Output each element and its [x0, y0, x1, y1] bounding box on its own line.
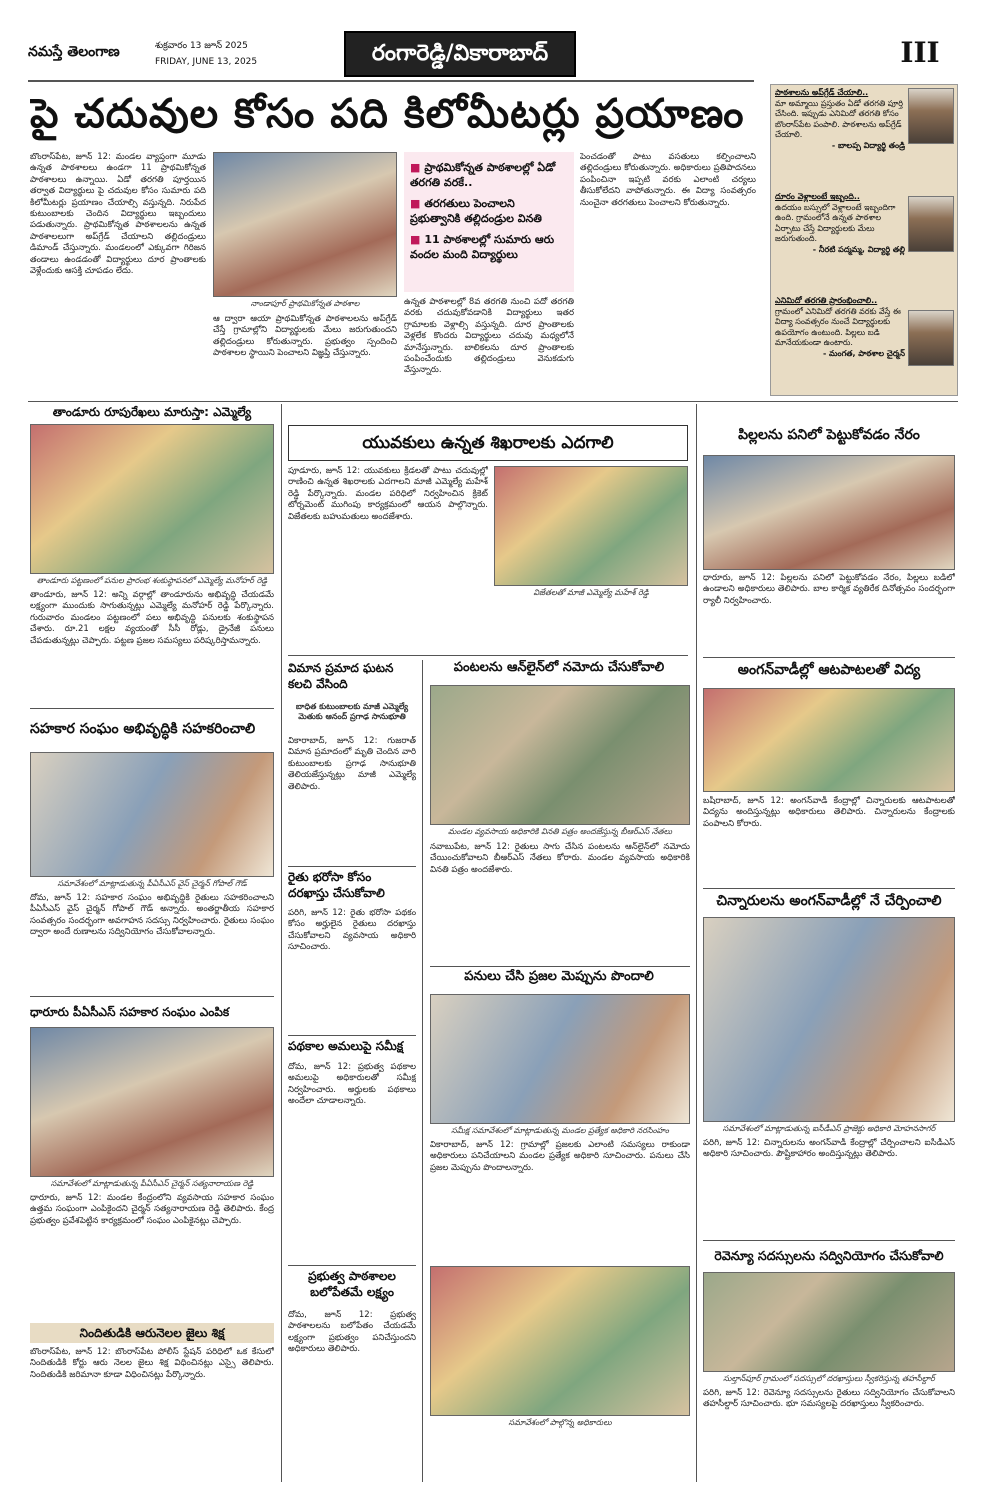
story-body: దోమ, జూన్ 12: ప్రభుత్వ పథకాల అమలుపై అధికారులతో సమీక్ష నిర్వహించారు. అర్హులకు పథకాలు అందేలా చూడాలన్నారు.: [288, 1062, 416, 1107]
story-body: ధారూరు, జూన్ 12: పిల్లలను పనిలో పెట్టుకోవడం నేరం, పిల్లలు బడిలో ఉండాలని అధికారులు తెలిపారు. బాల కార్మిక వ్యతిరేక దినోత్సవం సందర్భంగా ర్యాలీ నిర్వహించారు.: [703, 573, 955, 606]
story-caption: సుల్తాన్‌పూర్ గ్రామంలో సదస్సులో దరఖాస్తులు స్వీకరిస్తున్న తహసీల్దార్: [723, 1374, 935, 1383]
quote-2: దూరం వెళ్లాలంటే ఇబ్బంది.. ఉదయం బస్సులో వెళ్లాలంటే ఇబ్బందిగా ఉంది. గ్రామంలోనే ఉన్నత పాఠశాల ఏర్పాటు చేస్తే విద్యార్థులకు మేలు జరుగుతుంది. - నీరటి పద్మమ్మ, విద్యార్థి తల్లి: [775, 192, 905, 254]
quote-2-photo: [908, 196, 954, 252]
highlight-item: ■ తరగతులు పెంచాలని ప్రభుత్వానికి తల్లిదండ్రుల వినతి: [410, 197, 542, 225]
story-headline: పిల్లలను పనిలో పెట్టుకోవడం నేరం: [738, 427, 920, 443]
divider: [703, 888, 955, 889]
story-body: వికారాబాద్, జూన్ 12: గుజరాత్ విమాన ప్రమాదంలో మృతి చెందిన వారి కుటుంబాలకు ప్రగాఢ సానుభూతి తెలియజేస్తున్నట్లు మాజీ ఎమ్మెల్యే తెలిపారు.: [288, 736, 416, 792]
lead-highlights-box: [404, 152, 574, 292]
quote-1-photo: [908, 88, 954, 144]
story-subhead: బాధిత కుటుంబాలకు మాజీ ఎమ్మెల్యే మెతుకు ఆనంద్ ప్రగాఢ సానుభూతి: [295, 702, 409, 721]
story-body: పరిగి, జూన్ 12: రైతు భరోసా పథకం కోసం అర్హులైన రైతులు దరఖాస్తు చేసుకోవాలని వ్యవసాయ అధికారి సూచించారు.: [288, 908, 416, 953]
newspaper-name: నమస్తే తెలంగాణ: [28, 44, 120, 60]
story-caption: సమావేశంలో మాట్లాడుతున్న ఐసీడీఎస్ ప్రాజెక్టు అధికారి మోహనసాగర్: [722, 1124, 936, 1133]
masthead-rule: [28, 80, 754, 82]
column-rule: [422, 660, 423, 1482]
story-headline: పథకాల అమలుపై సమీక్ష: [288, 1039, 404, 1053]
story-caption: సమావేశంలో పాల్గొన్న అధికారులు: [508, 1418, 612, 1427]
story-caption: విజేతలతో మాజీ ఎమ్మెల్యే మహేశ్ రెడ్డి: [533, 588, 649, 597]
quote-3-photo: [908, 310, 954, 366]
story-headline: పంటలను ఆన్‌లైన్‌లో నమోదు చేసుకోవాలి: [453, 660, 665, 675]
quote-3: ఎనిమిదో తరగతి ప్రారంభించాలి.. గ్రామంలో ఎనిమిదో తరగతి వరకు వేస్తే ఈ విద్యా సంవత్సరం నుంచే విద్యార్థులకు ఉపయోగం ఉంటుంది. పిల్లలు బడి మానేయకుండా ఉంటారు. - మంగత, పాఠశాల చైర్మన్: [775, 296, 905, 358]
story-headline: తాండూరు రూపురేఖలు మారుస్తా: ఎమ్మెల్యే: [52, 405, 252, 419]
divider: [30, 708, 274, 709]
story-headline: విమాన ప్రమాద ఘటన కలచి వేసింది: [288, 661, 394, 691]
story-body: దోమ, జూన్ 12: సహకార సంఘం అభివృద్ధికి రైతులు సహకరించాలని పీఏసీఎస్ వైస్ చైర్మన్ గోపాల్ గౌడ్ అన్నారు. అంతర్జాతీయ సహకార సంవత్సరం సందర్భంగా అవగాహన సదస్సు నిర్వహించారు. రైతులు సంఘం ద్వారా అందే రుణాలను సద్వినియోగం చేసుకోవాలన్నారు.: [30, 893, 274, 938]
story-body: నవాబుపేట, జూన్ 12: రైతులు సాగు చేసిన పంటలను ఆన్‌లైన్‌లో నమోదు చేయించుకోవాలని బీఆర్‌ఎస్ నేతలు కోరారు. మండల వ్యవసాయ అధికారికి వినతి పత్రం అందజేశారు.: [430, 842, 690, 875]
lead-body-3: ఉన్నత పాఠశాలల్లో 8వ తరగతి నుంచి పదో తరగతి వరకు చదువుకోవడానికి విద్యార్థులు ఇతర గ్రామాలకు వెళ్లాల్సి వస్తున్నది. దూర ప్రాంతాలకు వెళ్లలేక కొందరు విద్యార్థులు చదువు మధ్యలోనే మానేస్తున్నారు. బాలికలను దూర ప్రాంతాలకు పంపించేందుకు తల్లిదండ్రులు వెనుకడుగు వేస్తున్నారు.: [404, 297, 574, 376]
story-photo: [30, 424, 274, 574]
story-body: వికారాబాద్, జూన్ 12: గ్రామాల్లో ప్రజలకు ఎలాంటి సమస్యలు రాకుండా అధికారులు పనిచేయాలని మండల ప్రత్యేక అధికారి సూచించారు. పనులు చేసి ప్రజల మెప్పును పొందాలన్నారు.: [430, 1140, 690, 1173]
divider: [288, 1035, 416, 1036]
story-headline: ధారూరు పీఏసీఎస్ సహకార సంఘం ఎంపిక: [30, 1005, 230, 1019]
column-rule: [281, 404, 282, 1482]
story-headline: ప్రభుత్వ పాఠశాలల బలోపేతమే లక్ష్యం: [308, 1269, 396, 1299]
divider: [288, 866, 416, 867]
divider: [30, 996, 274, 997]
story-caption: తాండూరు పట్టణంలో పనుల ప్రారంభ శంకుస్థాపనలో ఎమ్మెల్యే మనోహర్ రెడ్డి: [36, 576, 268, 585]
story-headline: అంగన్‌వాడీల్లో ఆటపాటలతో విద్య: [737, 662, 921, 678]
lead-photo-caption: నాండాపూర్ ప్రాథమికోన్నత పాఠశాల: [250, 299, 360, 308]
lead-body-1: బొంరాస్‌పేట, జూన్ 12: మండల వ్యాప్తంగా మూడు ఉన్నత పాఠశాలలు ఉండగా 11 ప్రాథమికోన్నత పాఠశాలలు ఉన్నాయి. ఏడో తరగతి పూర్తయిన తర్వాత విద్యార్థులు పై చదువుల కోసం సుమారు పది కిలోమీటర్లు ప్రయాణం చేయాల్సి వస్తున్నది. నిరుపేద కుటుంబాలకు చెందిన విద్యార్థులు ఇబ్బందులు పడుతున్నారు. ప్రాథమికోన్నత పాఠశాలలను ఉన్నత పాఠశాలలుగా అప్‌గ్రేడ్ చేయాలని తల్లిదండ్రులు డిమాండ్ చేస్తున్నారు. మండలంలో ఎక్కువగా గిరిజన తండాలు ఉండడంతో విద్యార్థులు దూర ప్రాంతాలకు వెళ్లేందుకు ఆసక్తి చూపడం లేదు.: [30, 152, 206, 277]
story-headline: నిందితుడికి ఆరునెలల జైలు శిక్ష: [30, 1323, 274, 1343]
story-body: ధారూరు, జూన్ 12: మండల కేంద్రంలోని వ్యవసాయ సహకార సంఘం ఉత్తమ సంఘంగా ఎంపికైందని చైర్మన్ సత్యనారాయణ రెడ్డి తెలిపారు. కేంద్ర ప్రభుత్వం ప్రవేశపెట్టిన కార్యక్రమంలో సంఘం ఎంపికైనట్లు చెప్పారు.: [30, 1193, 274, 1226]
lead-body-2: ఆ ద్వారా ఆయా ప్రాథమికోన్నత పాఠశాలలను అప్‌గ్రేడ్ చేస్తే గ్రామాల్లోని విద్యార్థులకు మేలు జరుగుతుందని తల్లిదండ్రులు కోరుతున్నారు. ప్రభుత్వం స్పందించి పాఠశాలల స్థాయిని పెంచాలని విజ్ఞప్తి చేస్తున్నారు.: [213, 314, 397, 359]
story-caption: మండల వ్యవసాయ అధికారికి వినతి పత్రం అందజేస్తున్న బీఆర్‌ఎస్ నేతలు: [447, 827, 673, 836]
story-photo: [494, 466, 688, 586]
story-headline: రెవెన్యూ సదస్సులను సద్వినియోగం చేసుకోవాలి: [714, 1248, 944, 1263]
divider: [703, 657, 955, 658]
story-headline: పనులు చేసి ప్రజల మెప్పును పొందాలి: [464, 969, 654, 984]
story-photo: [430, 1266, 690, 1416]
story-headline: రైతు భరోసా కోసం దరఖాస్తు చేసుకోవాలి: [288, 870, 385, 900]
divider: [703, 1240, 955, 1241]
story-headline: చిన్నారులను అంగన్‌వాడీల్లో నే చేర్పించాలి: [716, 893, 942, 909]
story-body: పూడూరు, జూన్ 12: యువకులు క్రీడలతో పాటు చదువుల్లో రాణించి ఉన్నత శిఖరాలకు ఎదగాలని మాజీ ఎమ్మెల్యే మహేశ్ రెడ్డి పేర్కొన్నారు. మండల పరిధిలో నిర్వహించిన క్రికెట్ టోర్నమెంట్ ముగింపు కార్యక్రమంలో ఆయన పాల్గొన్నారు. విజేతలకు బహుమతులు అందజేశారు.: [288, 466, 488, 522]
story-photo: [430, 994, 690, 1124]
story-photo: [30, 752, 274, 877]
story-body: బొంరాస్‌పేట, జూన్ 12: బొంరాస్‌పేట పోలీస్ స్టేషన్ పరిధిలో ఒక కేసులో నిందితుడికి కోర్టు ఆరు నెలల జైలు శిక్ష విధించినట్లు ఎస్సై తెలిపారు. నిందితుడికి జరిమానా కూడా విధించినట్లు పేర్కొన్నారు.: [30, 1347, 274, 1380]
lead-body-4: పెంచడంతో పాటు వసతులు కల్పించాలని తల్లిదండ్రులు కోరుతున్నారు. అధికారులు ప్రతిపాదనలు పంపించినా ఇప్పటి వరకు ఎలాంటి చర్యలు తీసుకోలేదని వాపోతున్నారు. ఈ విద్యా సంవత్సరం నుంచైనా తరగతులు పెంచాలని కోరుతున్నారు.: [580, 152, 756, 208]
story-photo: [703, 688, 955, 792]
column-rule: [696, 404, 697, 1482]
story-photo: [430, 685, 690, 825]
story-headline: సహకార సంఘం అభివృద్ధికి సహకరించాలి: [30, 721, 256, 737]
date-english: FRIDAY, JUNE 13, 2025: [155, 57, 258, 67]
section-title: రంగారెడ్డి/వికారాబాద్: [344, 31, 576, 77]
section-divider: [28, 401, 958, 402]
story-body: తాండూరు, జూన్ 12: అన్ని వర్గాల్లో తాండూరును అభివృద్ధి చేయడమే లక్ష్యంగా ముందుకు సాగుతున్నట్లు ఎమ్మెల్యే మనోహర్ రెడ్డి పేర్కొన్నారు. గురువారం మండలం పట్టణంలో పలు అభివృద్ధి పనులకు శంకుస్థాపన చేశారు. రూ.21 లక్షల వ్యయంతో సీసీ రోడ్లు, డ్రైనేజీ పనులు చేపడుతున్నట్లు చెప్పారు. పట్టణ ప్రజల సమస్యలు పరిష్కరిస్తామన్నారు.: [30, 590, 274, 646]
story-caption: సమీక్ష సమావేశంలో మాట్లాడుతున్న మండల ప్రత్యేక అధికారి నరసింహం: [451, 1126, 669, 1135]
story-photo: [703, 917, 955, 1122]
highlight-item: ■ ప్రాథమికోన్నత పాఠశాలల్లో ఏడో తరగతి వరకే..: [410, 161, 556, 189]
quote-1: పాఠశాలను అప్‌గ్రేడ్ చేయాలి.. మా అమ్మాయి ప్రస్తుతం ఏడో తరగతి పూర్తి చేసింది. ఇప్పుడు ఎనిమిదో తరగతి కోసం బొంరాస్‌పేట పంపాలి. పాఠశాలను అప్‌గ్రేడ్ చేయాలి. - బాలప్ప విద్యార్థి తండ్రి: [775, 88, 905, 150]
divider: [288, 655, 688, 656]
highlight-item: ■ 11 పాఠశాలల్లో సుమారు ఆరు వందల మంది విద్యార్థులు: [410, 233, 555, 261]
story-photo: [703, 455, 955, 570]
divider: [288, 1265, 416, 1266]
date-telugu: శుక్రవారం 13 జూన్ 2025: [155, 41, 248, 51]
story-caption: సమావేశంలో మాట్లాడుతున్న పీఏసీఎస్ చైర్మన్ సత్యనారాయణ రెడ్డి: [50, 1179, 254, 1188]
story-photo: [30, 1027, 274, 1177]
lead-headline: పై చదువుల కోసం పది కిలోమీటర్లు ప్రయాణం: [30, 91, 745, 137]
story-body: బషీరాబాద్, జూన్ 12: అంగన్‌వాడీ కేంద్రాల్లో చిన్నారులకు ఆటపాటలతో విద్యను అందిస్తున్నట్లు అధికారులు తెలిపారు. చిన్నారులను కేంద్రాలకు పంపాలని కోరారు.: [703, 796, 955, 829]
lead-photo: [213, 152, 397, 297]
divider: [430, 966, 690, 967]
page-number: III: [900, 36, 940, 69]
story-body: దోమ, జూన్ 12: ప్రభుత్వ పాఠశాలలను బలోపేతం చేయడమే లక్ష్యంగా ప్రభుత్వం పనిచేస్తుందని అధికారులు తెలిపారు.: [288, 1310, 416, 1355]
story-caption: సమావేశంలో మాట్లాడుతున్న పీఏసీఎస్ వైస్ చైర్మన్ గోపాల్ గౌడ్: [57, 879, 247, 888]
story-body: పరిగి, జూన్ 12: చిన్నారులను అంగన్‌వాడీ కేంద్రాల్లో చేర్పించాలని ఐసీడీఎస్ అధికారి సూచించారు. పౌష్టికాహారం అందిస్తున్నట్లు తెలిపారు.: [703, 1138, 955, 1160]
story-body: పరిగి, జూన్ 12: రెవెన్యూ సదస్సులను రైతులు సద్వినియోగం చేసుకోవాలని తహసీల్దార్ సూచించారు. భూ సమస్యలపై దరఖాస్తులు స్వీకరించారు.: [703, 1388, 955, 1410]
story-photo: [703, 1272, 955, 1372]
story-headline: యువకులు ఉన్నత శిఖరాలకు ఎదగాలి: [288, 425, 688, 461]
